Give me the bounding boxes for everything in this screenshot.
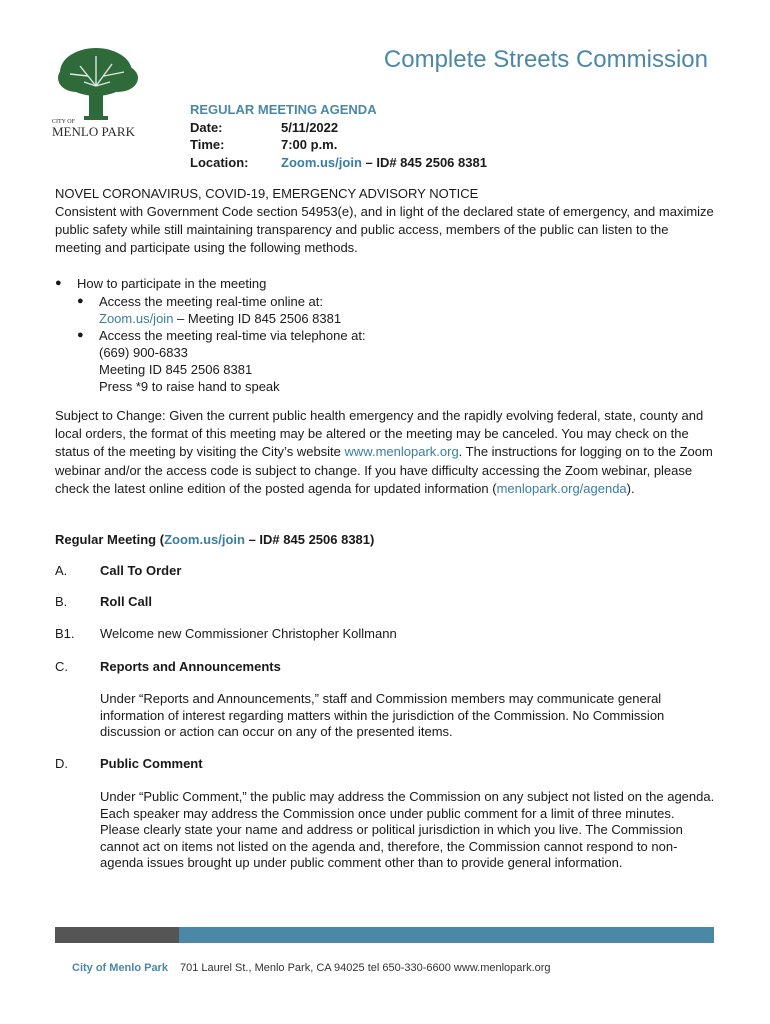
list-item	[77, 327, 366, 344]
regular-zoom-link[interactable]: Zoom.us/join	[164, 532, 245, 547]
footer-address: 701 Laurel St., Menlo Park, CA 94025 tel 650-330-6600 www.menlopark.org	[179, 962, 551, 974]
notice-body: Consistent with Government Code section 54953(e), and in light of the declared state of emergency, and maximize public safety while still maintaining transparency and public access, members of the public can listen to the meeting and participate using the following methods.	[55, 204, 714, 255]
bullet-icon: ●	[77, 295, 84, 307]
item-title: Public Comment	[100, 756, 203, 771]
phone-label: Access the meeting real-time via telephone at:	[99, 328, 366, 343]
location-zoom-link[interactable]: Zoom.us/join	[281, 154, 362, 170]
regular-prefix: Regular Meeting (	[55, 532, 165, 547]
commission-title: Complete Streets Commission	[383, 46, 708, 73]
location-label: Location:	[190, 154, 249, 170]
location-meeting-id: – ID# 845 2506 8381	[361, 154, 487, 170]
change-text-3: ).	[626, 480, 635, 496]
change-text-1: Subject to Change: Given the current public health emergency and the rapidly evolving federal, state, county and local orders, the format of this meeting may be altered or the meeting may be canceled. You may check on the status of the meeting by visiting the City’s website	[55, 408, 704, 460]
agenda-heading: REGULAR MEETING AGENDA	[190, 102, 377, 117]
footer-bar	[55, 927, 714, 943]
agenda-item-c	[55, 659, 281, 674]
online-meeting-id: – Meeting ID 845 2506 8381	[173, 311, 342, 326]
footer-bar-dark	[55, 927, 179, 943]
participate-sublist	[77, 293, 366, 395]
agenda-item-a	[55, 563, 181, 578]
oak-tree-icon	[50, 44, 150, 140]
date-label: Date:	[190, 119, 223, 135]
time-value: 7:00 p.m.	[281, 137, 338, 152]
item-title: Roll Call	[100, 594, 153, 609]
item-title: Call To Order	[100, 563, 182, 578]
regular-suffix: – ID# 845 2506 8381)	[244, 532, 375, 547]
time-label: Time:	[190, 137, 225, 152]
location-row	[190, 154, 487, 172]
phone-meeting-id: Meeting ID 845 2506 8381	[99, 362, 253, 377]
item-code: D.	[55, 756, 68, 771]
agenda-link[interactable]: menlopark.org/agenda	[496, 480, 627, 496]
item-code: C.	[55, 659, 68, 674]
item-code: B.	[55, 594, 68, 609]
item-title: Welcome new Commissioner Christopher Kollmann	[100, 626, 397, 641]
website-link[interactable]: www.menlopark.org	[344, 444, 459, 460]
phone-raise-hand: Press *9 to raise hand to speak	[99, 379, 280, 394]
logo-city-of: CITY OF	[52, 119, 75, 125]
participate-list	[55, 275, 266, 292]
item-code: A.	[55, 563, 68, 578]
change-text-2: . The instructions for logging on to the Zoom webinar and/or the access code is subject to change. If you have difficulty accessing the Zoom webinar, please check the latest online edition of the posted agenda for updated information (	[55, 444, 713, 496]
notice-title: NOVEL CORONAVIRUS, COVID-19, EMERGENCY ADVISORY NOTICE	[55, 186, 479, 201]
online-zoom-link[interactable]: Zoom.us/join	[99, 311, 174, 326]
date-row	[190, 119, 487, 137]
participate-heading: How to participate in the meeting	[77, 276, 267, 291]
item-code: B1.	[55, 626, 75, 641]
item-title: Reports and Announcements	[100, 659, 281, 674]
phone-number: (669) 900-6833	[99, 345, 188, 360]
online-label: Access the meeting real-time online at:	[99, 294, 323, 309]
time-row	[190, 136, 487, 154]
menlo-park-logo	[50, 44, 150, 140]
agenda-item-b1	[55, 626, 397, 641]
bullet-icon: ●	[77, 329, 84, 341]
item-d-text: Under “Public Comment,” the public may address the Commission on any subject not listed on the agenda. Each speaker may address the Commission once under public comment for a limit of three minutes. Please clearly state your name and address or political jurisdiction in which you live. The Commission cannot act on items not listed on the agenda and, therefore, the Commission cannot respond to non-agenda issues brought up under public comment other than to provide general information.	[100, 789, 715, 871]
date-value: 5/11/2022	[281, 119, 339, 135]
list-item	[55, 275, 266, 292]
meeting-meta	[190, 101, 487, 171]
agenda-item-d	[55, 756, 203, 771]
footer-bar-blue	[179, 927, 714, 943]
agenda-item-b	[55, 594, 152, 609]
footer-city: City of Menlo Park	[72, 962, 168, 974]
logo-name: MENLO PARK	[52, 124, 135, 139]
footer	[72, 962, 551, 974]
list-item	[77, 293, 366, 310]
subject-to-change	[55, 407, 715, 498]
item-c-text: Under “Reports and Announcements,” staff and Commission members may communicate general information of interest regarding matters within the jurisdiction of the Commission. No Commission discussion or action can occur on any of the presented items.	[100, 691, 665, 740]
bullet-icon: ●	[55, 277, 62, 289]
regular-meeting-heading	[55, 532, 374, 547]
